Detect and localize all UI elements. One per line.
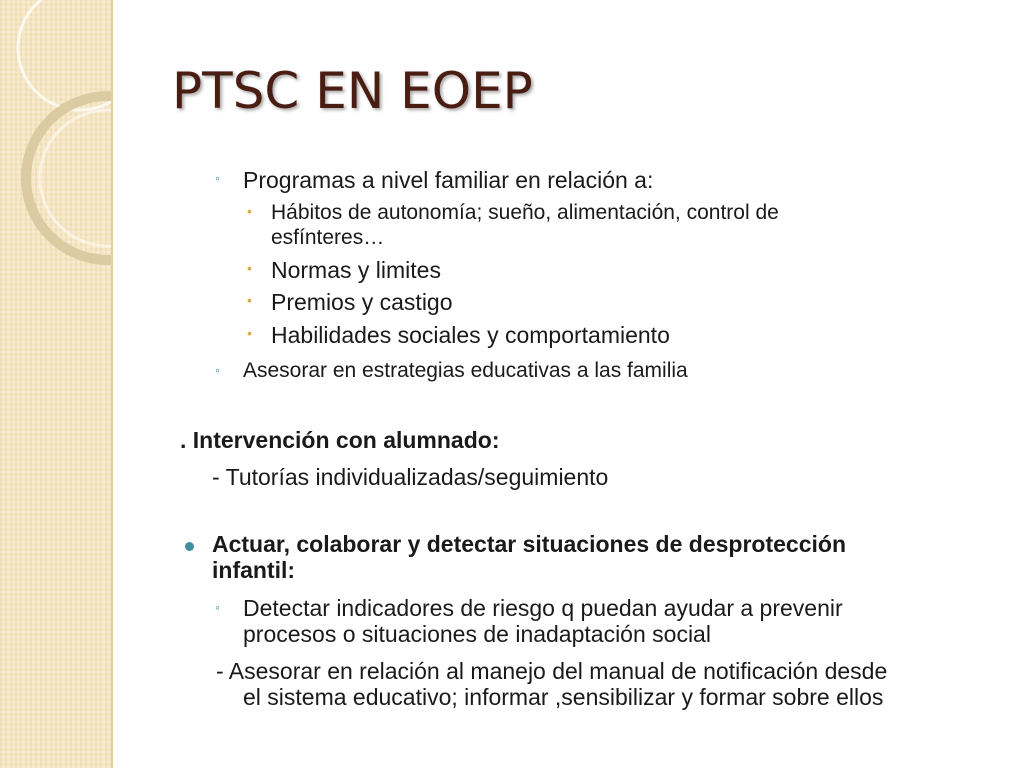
ring-bullet-icon: ◦	[215, 170, 220, 186]
dot-bullet-icon: •	[247, 325, 252, 341]
section-actuar-cont: infantil:	[212, 557, 296, 583]
ring-bullet-icon: ◦	[215, 599, 220, 615]
list-item-tutorias: - Tutorías individualizadas/seguimiento	[212, 464, 609, 490]
ring-bullet-icon: ◦	[215, 362, 220, 378]
list-item-manual: - Asesorar en relación al manejo del manual de notificación desde	[216, 658, 888, 684]
section-intervencion: . Intervención con alumnado:	[180, 427, 500, 453]
dot-bullet-icon: •	[247, 292, 252, 308]
disc-bullet-icon	[185, 542, 194, 551]
list-item-detectar-cont: procesos o situaciones de inadaptación social	[243, 621, 711, 647]
section-actuar: Actuar, colaborar y detectar situaciones de desprotección	[212, 531, 846, 557]
list-item-premios: Premios y castigo	[271, 289, 453, 315]
list-item-asesorar: Asesorar en estrategias educativas a las familia	[243, 359, 688, 382]
list-item-detectar: Detectar indicadores de riesgo q puedan ayudar a prevenir	[243, 595, 843, 621]
list-item-habilidades: Habilidades sociales y comportamiento	[271, 322, 670, 348]
dot-bullet-icon: •	[247, 203, 252, 219]
list-item-normas: Normas y limites	[271, 257, 441, 283]
list-item-habitos-cont: esfínteres…	[271, 226, 385, 249]
list-item-habitos: Hábitos de autonomía; sueño, alimentación, control de	[271, 201, 779, 224]
dot-bullet-icon: •	[247, 260, 252, 276]
list-item-manual-cont: el sistema educativo; informar ,sensibilizar y formar sobre ellos	[243, 684, 884, 710]
slide-title: PTSC EN EOEP	[172, 62, 533, 120]
list-item-programas: Programas a nivel familiar en relación a:	[243, 167, 654, 193]
